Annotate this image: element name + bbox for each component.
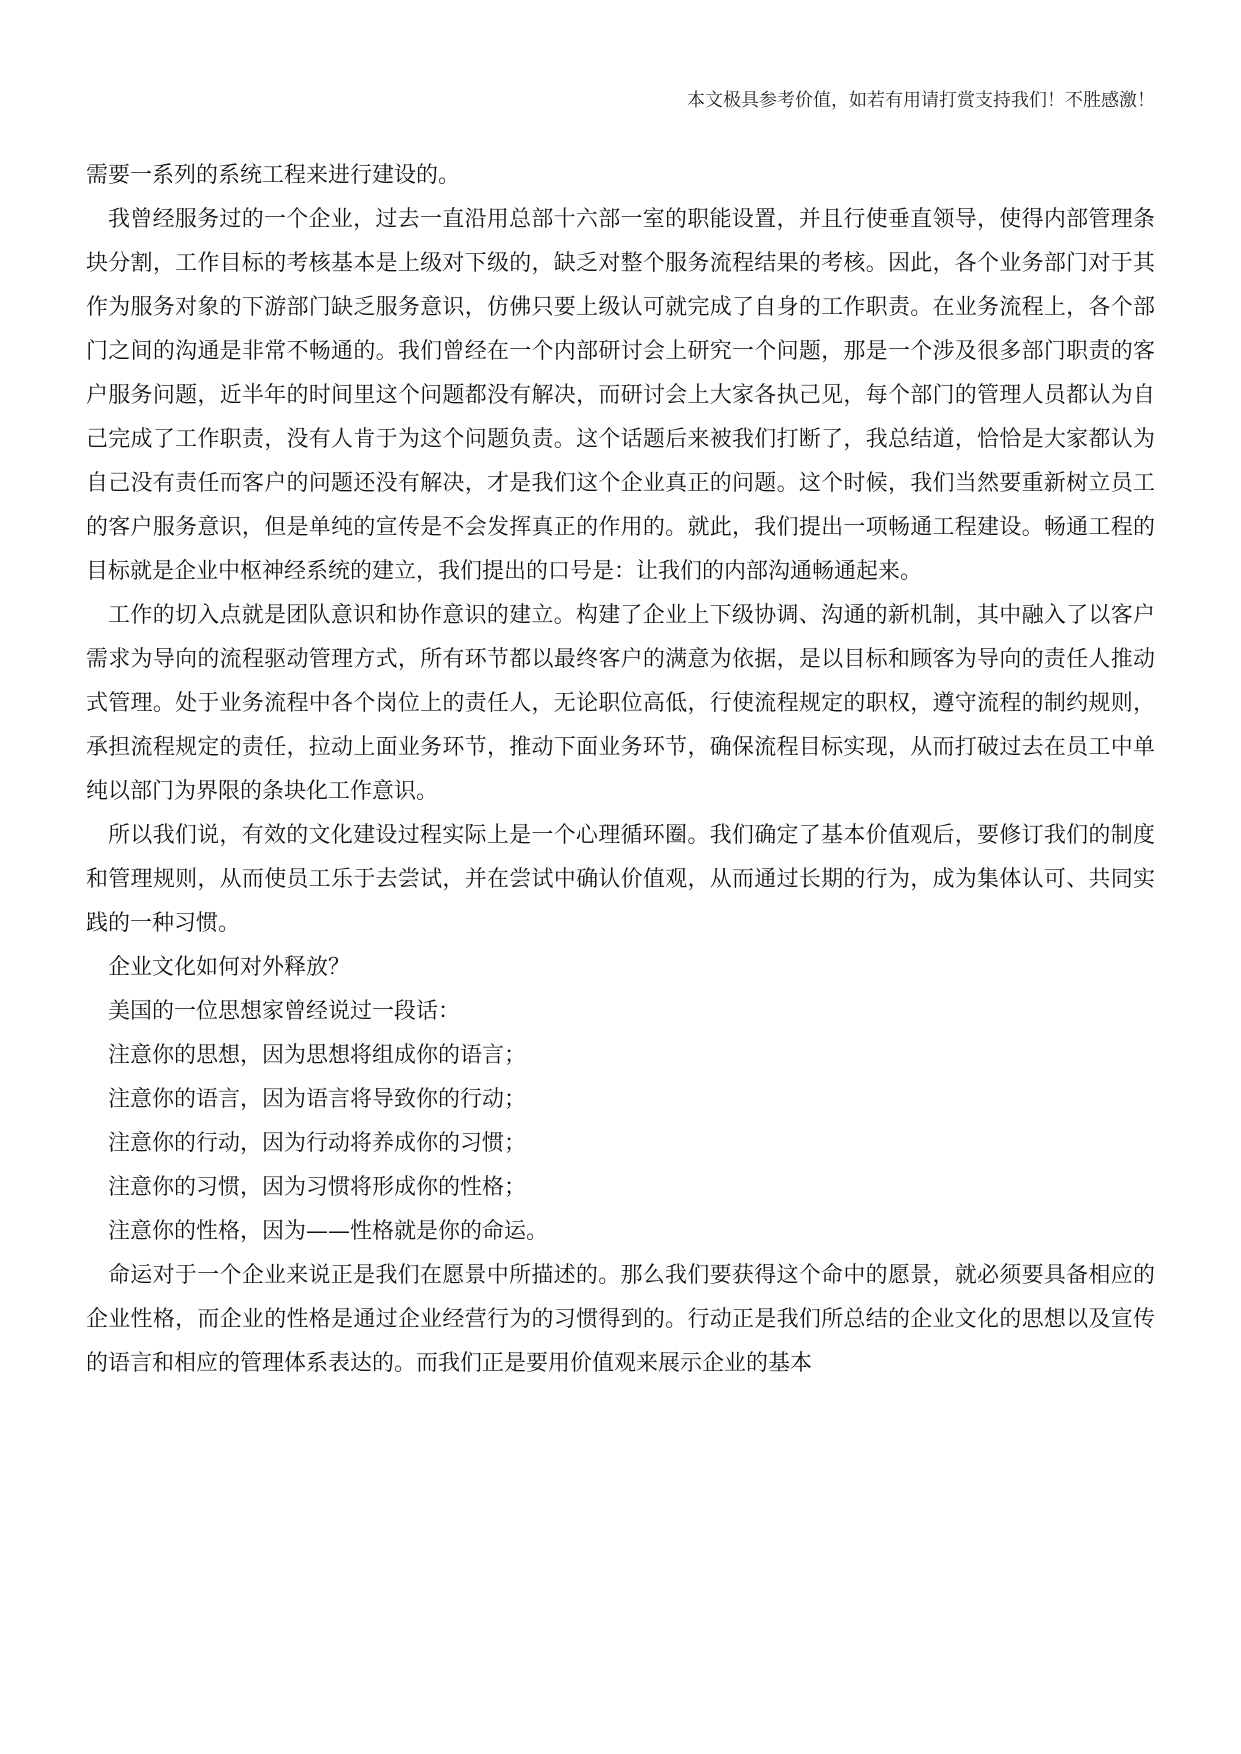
paragraph: 命运对于一个企业来说正是我们在愿景中所描述的。那么我们要获得这个命中的愿景，就必须要具备相应的企业性格，而企业的性格是通过企业经营行为的习惯得到的。行动正是我们所总结的企业文化的思想以及宣传的语言和相应的管理体系表达的。而我们正是要用价值观来展示企业的基本 bbox=[86, 1263, 1155, 1376]
quote-line: 注意你的语言，因为语言将导致你的行动； bbox=[108, 1087, 527, 1112]
quote-line: 注意你的习惯，因为习惯将形成你的性格； bbox=[108, 1175, 527, 1200]
paragraph: 美国的一位思想家曾经说过一段话： bbox=[108, 999, 461, 1024]
paragraph-continuation: 需要一系列的系统工程来进行建设的。 bbox=[86, 163, 461, 188]
quote-line: 注意你的思想，因为思想将组成你的语言； bbox=[108, 1043, 527, 1068]
header-note: 本文极具参考价值，如若有用请打赏支持我们！不胜感激！ bbox=[687, 90, 1155, 111]
quote-line: 注意你的性格，因为——性格就是你的命运。 bbox=[108, 1219, 549, 1244]
paragraph: 工作的切入点就是团队意识和协作意识的建立。构建了企业上下级协调、沟通的新机制，其中融入了以客户需求为导向的流程驱动管理方式，所有环节都以最终客户的满意为依据，是以目标和顾客为导向的责任人推动式管理。处于业务流程中各个岗位上的责任人，无论职位高低，行使流程规定的职权，遵守流程的制约规则，承担流程规定的责任，拉动上面业务环节，推动下面业务环节，确保流程目标实现，从而打破过去在员工中单纯以部门为界限的条块化工作意识。 bbox=[86, 603, 1155, 804]
paragraph: 我曾经服务过的一个企业，过去一直沿用总部十六部一室的职能设置，并且行使垂直领导，使得内部管理条块分割，工作目标的考核基本是上级对下级的，缺乏对整个服务流程结果的考核。因此，各个业务部门对于其作为服务对象的下游部门缺乏服务意识，仿佛只要上级认可就完成了自身的工作职责。在业务流程上，各个部门之间的沟通是非常不畅通的。我们曾经在一个内部研讨会上研究一个问题，那是一个涉及很多部门职责的客户服务问题，近半年的时间里这个问题都没有解决，而研讨会上大家各执己见，每个部门的管理人员都认为自己完成了工作职责，没有人肯于为这个问题负责。这个话题后来被我们打断了，我总结道，恰恰是大家都认为自己没有责任而客户的问题还没有解决，才是我们这个企业真正的问题。这个时候，我们当然要重新树立员工的客户服务意识，但是单纯的宣传是不会发挥真正的作用的。就此，我们提出一项畅通工程建设。畅通工程的目标就是企业中枢神经系统的建立，我们提出的口号是：让我们的内部沟通畅通起来。 bbox=[86, 207, 1155, 584]
paragraph: 所以我们说，有效的文化建设过程实际上是一个心理循环圈。我们确定了基本价值观后，要修订我们的制度和管理规则，从而使员工乐于去尝试，并在尝试中确认价值观，从而通过长期的行为，成为集体认可、共同实践的一种习惯。 bbox=[86, 823, 1155, 936]
paragraph: 企业文化如何对外释放？ bbox=[108, 955, 351, 980]
quote-line: 注意你的行动，因为行动将养成你的习惯； bbox=[108, 1131, 527, 1156]
document-body bbox=[86, 154, 1155, 1386]
